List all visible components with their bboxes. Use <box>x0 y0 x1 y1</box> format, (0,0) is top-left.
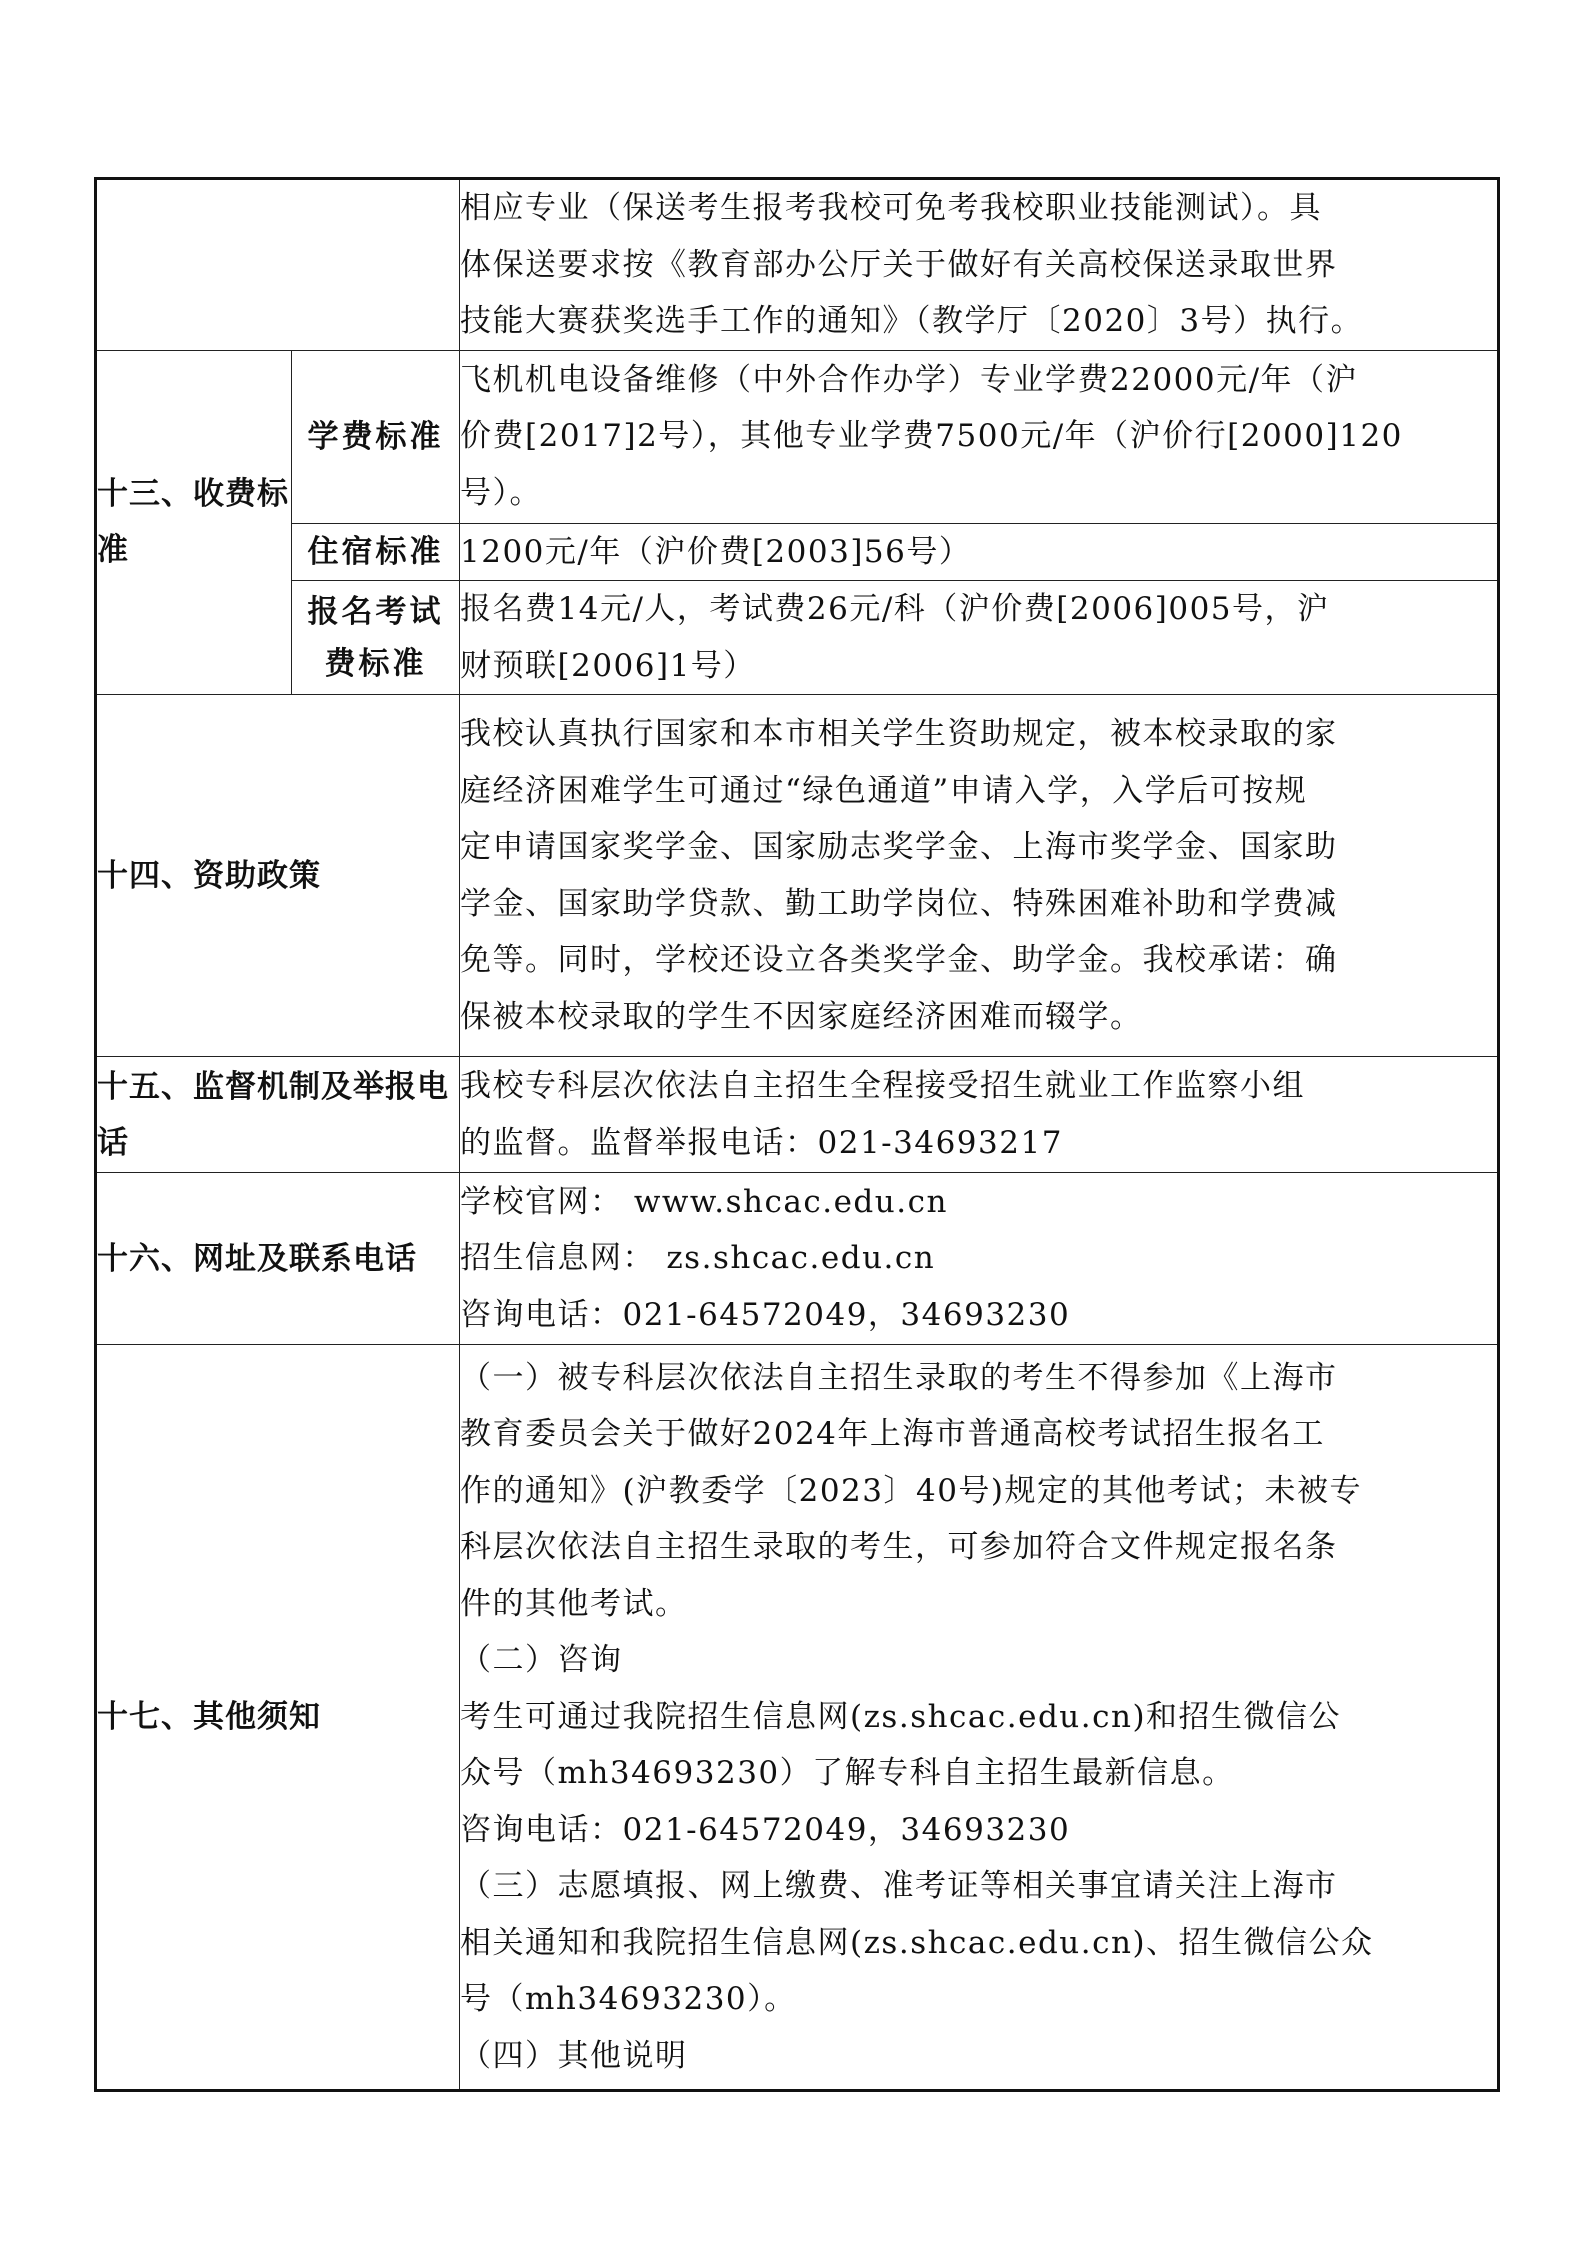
content-line: （四）其他说明 <box>460 2037 688 2074</box>
content-line: 相关通知和我院招生信息网(zs.shcac.edu.cn)、招生微信公众 <box>460 1924 1374 1961</box>
content-line: 号（mh34693230）。 <box>460 1981 797 2018</box>
row-17-label: 十七、其他须知 <box>96 1345 460 2091</box>
content-line: 科层次依法自主招生录取的考生，可参加符合文件规定报名条 <box>460 1529 1338 1566</box>
row-13-housing <box>96 523 1499 581</box>
housing-label: 住宿标准 <box>292 523 460 581</box>
content-line: 1200元/年（沪价费[2003]56号） <box>460 533 972 570</box>
content-line: 财预联[2006]1号） <box>460 647 756 684</box>
content-line: 我校专科层次依法自主招生全程接受招生就业工作监察小组 <box>460 1068 1305 1104</box>
exam-fee-label-line: 报名考试 <box>307 593 444 630</box>
content-line: 飞机机电设备维修（中外合作办学）专业学费22000元/年（沪 <box>460 361 1359 398</box>
row-16-label: 十六、网址及联系电话 <box>96 1173 460 1345</box>
row-13-tuition <box>96 350 1499 523</box>
tuition-label: 学费标准 <box>292 350 460 523</box>
row-15-content <box>460 1057 1499 1173</box>
housing-content <box>460 523 1499 581</box>
row-15-label: 十五、监督机制及举报电话 <box>96 1057 460 1173</box>
content-line: 教育委员会关于做好2024年上海市普通高校考试招生报名工 <box>460 1416 1325 1453</box>
exam-fee-label <box>292 581 460 695</box>
row-14-content <box>460 695 1499 1057</box>
content-line: 定申请国家奖学金、国家励志奖学金、上海市奖学金、国家助 <box>460 829 1338 865</box>
admissions-info-table <box>94 177 1500 2092</box>
content-line: 报名费14元/人，考试费26元/科（沪价费[2006]005号，沪 <box>460 591 1330 627</box>
content-line: （一）被专科层次依法自主招生录取的考生不得参加《上海市 <box>460 1359 1338 1396</box>
content-line: 庭经济困难学生可通过“绿色通道”申请入学，入学后可按规 <box>460 772 1308 809</box>
row-16-content <box>460 1173 1499 1345</box>
row-14-financial-aid <box>96 695 1499 1057</box>
tuition-content <box>460 350 1499 523</box>
row-14-label: 十四、资助政策 <box>96 695 460 1057</box>
content-line: 相应专业（保送考生报考我校可免考我校职业技能测试）。具 <box>460 190 1322 226</box>
content-line: （二）咨询 <box>460 1642 623 1679</box>
content-line: 考生可通过我院招生信息网(zs.shcac.edu.cn)和招生微信公 <box>460 1698 1342 1735</box>
content-line: 号）。 <box>460 474 542 511</box>
row-17-content <box>460 1345 1499 2091</box>
content-line: 件的其他考试。 <box>460 1585 688 1622</box>
content-line: 众号（mh34693230）了解专科自主招生最新信息。 <box>460 1755 1235 1792</box>
phone-line: 咨询电话：021-64572049，34693230 <box>460 1296 1071 1333</box>
row-12-continuation <box>96 179 1499 351</box>
content-line: 咨询电话：021-64572049，34693230 <box>460 1811 1071 1848</box>
content-line: （三）志愿填报、网上缴费、准考证等相关事宜请关注上海市 <box>460 1868 1338 1905</box>
website-line: 学校官网： www.shcac.edu.cn <box>460 1183 948 1220</box>
row-12-label-cell <box>96 179 460 351</box>
row-12-content <box>460 179 1499 351</box>
content-line: 学金、国家助学贷款、勤工助学岗位、特殊困难补助和学费减 <box>460 885 1338 922</box>
admissions-site-line: 招生信息网： zs.shcac.edu.cn <box>460 1240 936 1277</box>
content-line: 保被本校录取的学生不因家庭经济困难而辍学。 <box>460 998 1143 1035</box>
row-15-supervision <box>96 1057 1499 1173</box>
exam-fee-label-line: 费标准 <box>324 645 427 682</box>
exam-fee-content <box>460 581 1499 695</box>
content-line: 体保送要求按《教育部办公厅关于做好有关高校保送录取世界 <box>460 246 1338 283</box>
content-line: 的监督。监督举报电话：021-34693217 <box>460 1124 1063 1161</box>
content-line: 技能大赛获奖选手工作的通知》（教学厅〔2020〕3号）执行。 <box>460 303 1364 339</box>
row-13-label: 十三、收费标准 <box>96 350 292 695</box>
row-16-contact <box>96 1173 1499 1345</box>
content-line: 我校认真执行国家和本市相关学生资助规定，被本校录取的家 <box>460 716 1338 752</box>
content-line: 价费[2017]2号），其他专业学费7500元/年（沪价行[2000]120 <box>460 418 1403 455</box>
content-line: 作的通知》(沪教委学〔2023〕40号)规定的其他考试；未被专 <box>460 1472 1363 1509</box>
row-13-exam-fee <box>96 581 1499 695</box>
content-line: 免等。同时，学校还设立各类奖学金、助学金。我校承诺：确 <box>460 942 1338 978</box>
row-17-other-notes <box>96 1345 1499 2091</box>
